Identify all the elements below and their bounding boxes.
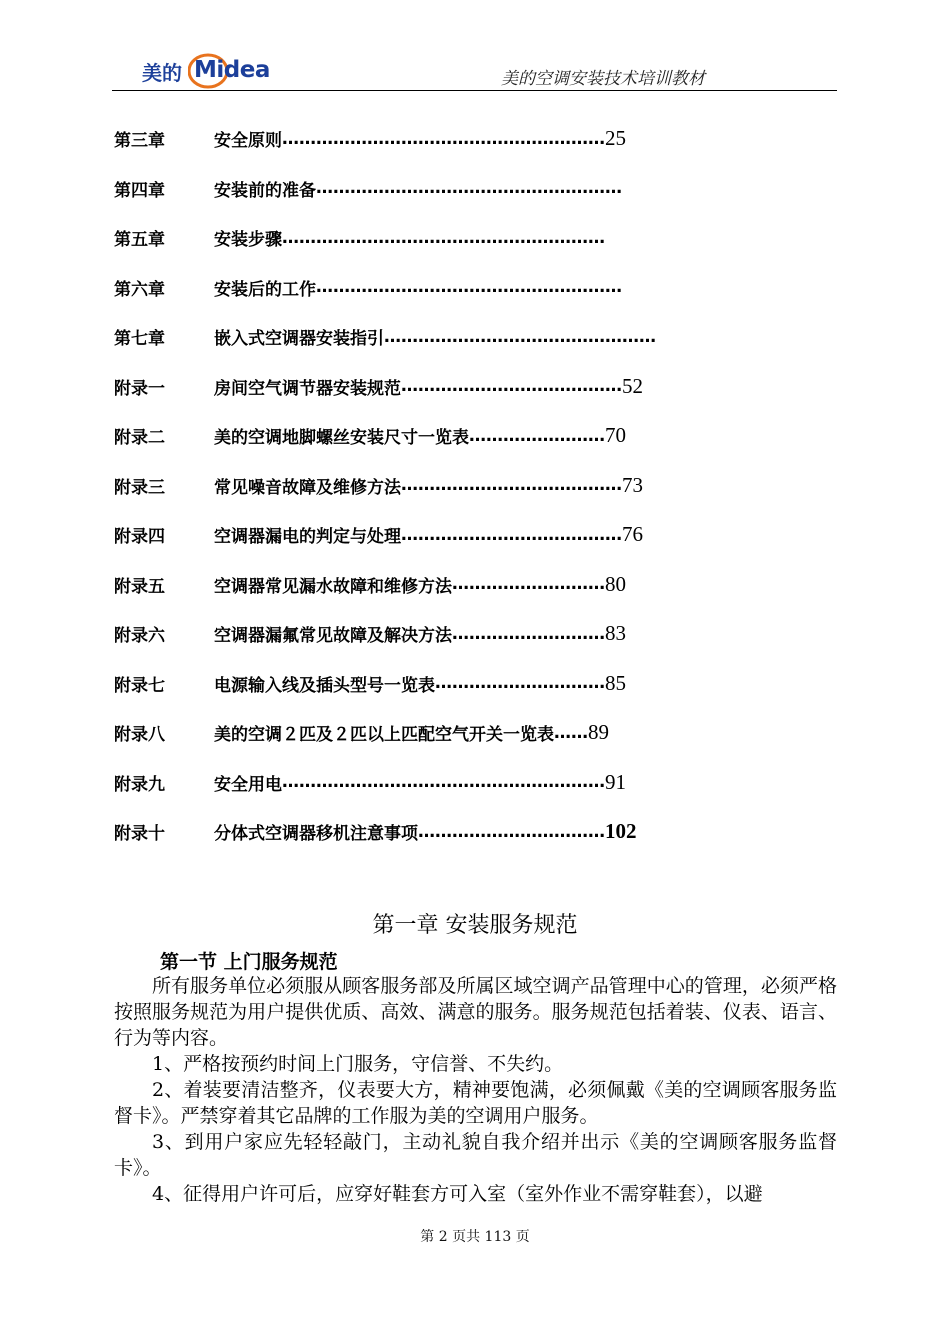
toc-entry-title: 安装前的准备	[214, 180, 316, 201]
toc-entry-title: 空调器漏氟常见故障及解决方法	[214, 626, 452, 647]
toc-entry[interactable]	[114, 114, 834, 164]
body-text	[114, 973, 837, 1207]
toc-entry[interactable]	[114, 758, 834, 808]
logo-chinese-text: 美的	[142, 60, 182, 85]
toc-entry-label: 第七章	[114, 329, 165, 350]
toc-entry-page: 76	[622, 522, 643, 547]
toc-entry-page: 83	[605, 621, 626, 646]
toc-entry[interactable]	[114, 362, 834, 412]
toc-entry[interactable]	[114, 411, 834, 461]
toc-entry-page: 25	[605, 126, 626, 151]
toc-entry-label: 第三章	[114, 131, 165, 152]
toc-entry[interactable]	[114, 461, 834, 511]
toc-entry-page: 70	[605, 423, 626, 448]
toc-entry-label: 附录八	[114, 725, 165, 746]
toc-entry-page: 85	[605, 670, 626, 695]
toc-entry-title: 房间空气调节器安装规范	[214, 378, 401, 399]
toc-leader-dots: …………………………………………………	[282, 227, 605, 248]
toc-entry-label: 附录十	[114, 824, 165, 845]
body-paragraph: 4、征得用户许可后，应穿好鞋套方可入室（室外作业不需穿鞋套），以避	[152, 1183, 763, 1205]
toc-entry-title: 安全用电	[214, 774, 282, 795]
toc-leader-dots: …………………………………	[401, 376, 622, 397]
toc-entry-label: 第六章	[114, 279, 165, 300]
toc-entry-label: 第四章	[114, 180, 165, 201]
header-title: 美的空调安装技术培训教材	[501, 69, 705, 89]
logo-english-text: Midea	[194, 57, 270, 83]
toc-leader-dots: ……………………	[469, 425, 605, 446]
toc-entry-label: 附录六	[114, 626, 165, 647]
toc-entry-label: 附录九	[114, 774, 165, 795]
toc-entry-title: 电源输入线及插头型号一览表	[214, 675, 435, 696]
chapter-title: 第一章 安装服务规范	[372, 913, 578, 938]
toc-leader-dots: ………………………………………………	[316, 277, 622, 298]
toc-leader-dots: …………………………………………………	[282, 128, 605, 149]
toc-leader-dots: …………………………………………………	[282, 772, 605, 793]
toc-entry-label: 附录四	[114, 527, 165, 548]
table-of-contents	[114, 114, 834, 857]
toc-leader-dots: …………………………………	[401, 524, 622, 545]
toc-entry-title: 美的空调地脚螺丝安装尺寸一览表	[214, 428, 469, 449]
toc-entry-page: 73	[622, 472, 643, 497]
toc-entry[interactable]	[114, 510, 834, 560]
toc-leader-dots: ………………………………………………	[316, 178, 622, 199]
toc-entry-page: 80	[605, 571, 626, 596]
toc-entry[interactable]	[114, 213, 834, 263]
toc-entry-title: 分体式空调器移机注意事项	[214, 824, 418, 845]
toc-leader-dots: ………………………	[452, 574, 605, 595]
toc-entry-label: 附录一	[114, 378, 165, 399]
toc-entry-label: 附录三	[114, 477, 165, 498]
toc-entry-title: 安全原则	[214, 131, 282, 152]
toc-entry[interactable]	[114, 560, 834, 610]
toc-entry-title: 嵌入式空调器安装指引	[214, 329, 384, 350]
toc-entry-title: 常见噪音故障及维修方法	[214, 477, 401, 498]
body-paragraph: 2、着装要清洁整齐，仪表要大方，精神要饱满，必须佩戴《美的空调顾客服务监督卡》。严禁穿着其它品牌的工作服为美的空调用户服务。	[114, 1079, 837, 1127]
toc-entry-label: 附录二	[114, 428, 165, 449]
toc-entry-title: 美的空调２匹及２匹以上匹配空气开关一览表	[214, 725, 554, 746]
toc-entry[interactable]	[114, 312, 834, 362]
toc-leader-dots: …………………………………	[401, 475, 622, 496]
body-paragraph: 所有服务单位必须服从顾客服务部及所属区域空调产品管理中心的管理，必须严格按照服务规范为用户提供优质、高效、满意的服务。服务规范包括着装、仪表、语言、行为等内容。	[114, 975, 837, 1049]
toc-leader-dots: ………………………	[452, 623, 605, 644]
toc-entry[interactable]	[114, 659, 834, 709]
toc-entry[interactable]	[114, 807, 834, 857]
toc-entry-title: 安装步骤	[214, 230, 282, 251]
toc-entry-label: 附录七	[114, 675, 165, 696]
logo-mark	[188, 53, 298, 89]
section-title: 第一节 上门服务规范	[160, 951, 338, 973]
toc-entry[interactable]	[114, 609, 834, 659]
toc-leader-dots: ……	[554, 722, 588, 743]
toc-entry[interactable]	[114, 263, 834, 313]
body-paragraph: 1、严格按预约时间上门服务，守信誉、不失约。	[152, 1053, 564, 1075]
toc-entry-page: 102	[605, 819, 637, 844]
toc-entry-label: 第五章	[114, 230, 165, 251]
toc-entry-label: 附录五	[114, 576, 165, 597]
toc-entry[interactable]	[114, 708, 834, 758]
toc-leader-dots: ……………………………	[418, 821, 605, 842]
page-footer: 第 2 页共 113 页	[420, 1229, 530, 1245]
toc-entry-title: 安装后的工作	[214, 279, 316, 300]
toc-entry-title: 空调器常见漏水故障和维修方法	[214, 576, 452, 597]
toc-entry-title: 空调器漏电的判定与处理	[214, 527, 401, 548]
toc-leader-dots: …………………………	[435, 673, 605, 694]
body-paragraph: 3、到用户家应先轻轻敲门，主动礼貌自我介绍并出示《美的空调顾客服务监督卡》。	[114, 1131, 837, 1179]
toc-entry-page: 52	[622, 373, 643, 398]
midea-logo	[142, 52, 298, 90]
toc-entry-page: 91	[605, 769, 626, 794]
page-header	[112, 48, 837, 91]
toc-leader-dots: …………………………………………	[384, 326, 656, 347]
toc-entry[interactable]	[114, 164, 834, 214]
toc-entry-page: 89	[588, 720, 609, 745]
